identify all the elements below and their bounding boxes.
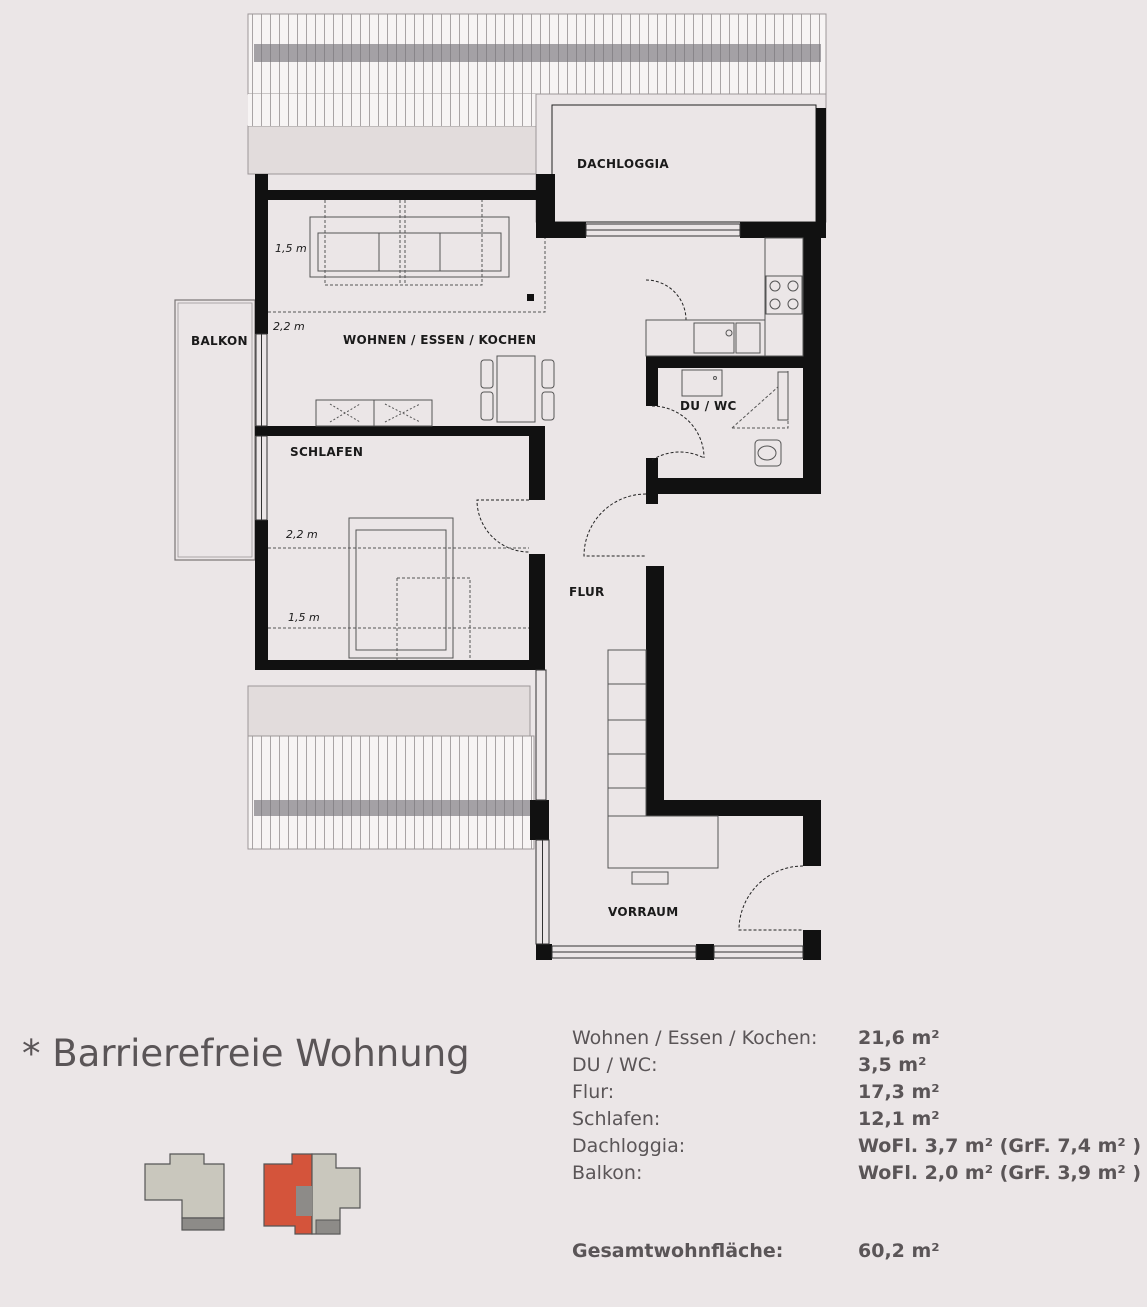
area-label: Schlafen: bbox=[572, 1108, 661, 1130]
chimney bbox=[527, 294, 534, 301]
room-label-vorraum: VORRAUM bbox=[608, 905, 679, 919]
dimension-label: 1,5 m bbox=[288, 611, 320, 624]
area-value: WoFl. 2,0 m² (GrF. 3,9 m² ) bbox=[858, 1162, 1142, 1184]
area-label: Wohnen / Essen / Kochen: bbox=[572, 1027, 818, 1049]
dimension-label: 1,5 m bbox=[275, 242, 307, 255]
building-overview-icon bbox=[145, 1154, 224, 1230]
area-value: 12,1 m² bbox=[858, 1108, 940, 1130]
area-value: 17,3 m² bbox=[858, 1081, 940, 1103]
living-furniture bbox=[268, 200, 554, 426]
total-area-value: 60,2 m² bbox=[858, 1240, 940, 1262]
kitchen bbox=[646, 238, 803, 356]
total-area-row bbox=[572, 1240, 1142, 1270]
room-label-flur: FLUR bbox=[569, 585, 605, 599]
building-locator-map bbox=[140, 1150, 370, 1245]
area-value: 3,5 m² bbox=[858, 1054, 927, 1076]
unit-highlight-icon bbox=[264, 1154, 360, 1234]
room-label-schlafen: SCHLAFEN bbox=[290, 445, 364, 459]
apartment-headline: * Barrierefreie Wohnung bbox=[22, 1032, 470, 1075]
area-label: DU / WC: bbox=[572, 1054, 658, 1076]
total-area-label: Gesamtwohnfläche: bbox=[572, 1240, 784, 1262]
room-label-balkon: BALKON bbox=[191, 334, 248, 348]
bathroom-fixtures bbox=[682, 370, 788, 466]
area-label: Dachloggia: bbox=[572, 1135, 686, 1157]
area-label: Balkon: bbox=[572, 1162, 643, 1184]
dimension-label: 2,2 m bbox=[286, 528, 318, 541]
roof-bottom bbox=[248, 686, 536, 849]
dimension-label: 2,2 m bbox=[273, 320, 305, 333]
area-value: 21,6 m² bbox=[858, 1027, 940, 1049]
room-label-du-wc: DU / WC bbox=[680, 399, 737, 413]
area-label: Flur: bbox=[572, 1081, 615, 1103]
room-label-dachloggia: DACHLOGGIA bbox=[577, 157, 669, 171]
area-value: WoFl. 3,7 m² (GrF. 7,4 m² ) bbox=[858, 1135, 1142, 1157]
room-label-wohnen: WOHNEN / ESSEN / KOCHEN bbox=[343, 333, 537, 347]
